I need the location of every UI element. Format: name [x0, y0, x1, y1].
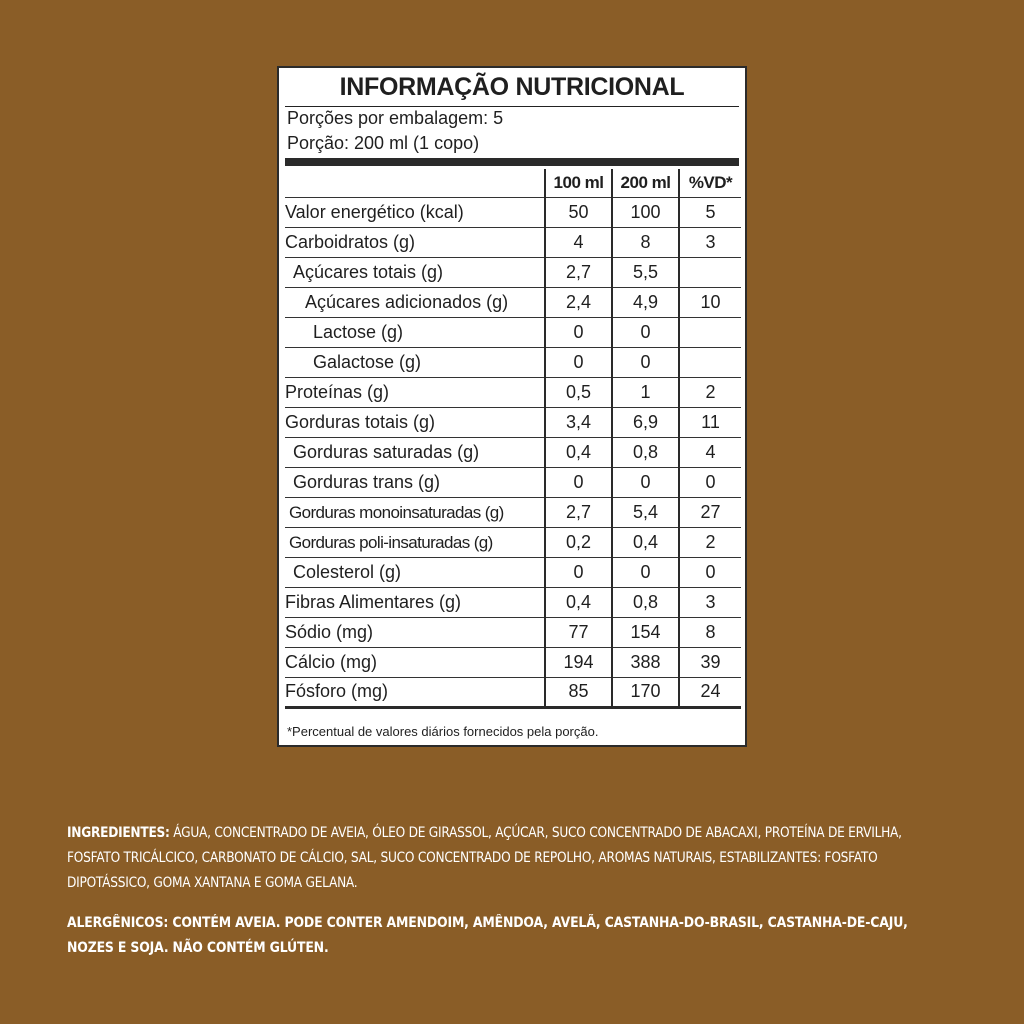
table-row [285, 437, 741, 467]
nutrient-name-cell [285, 587, 545, 617]
table-row [285, 317, 741, 347]
value-100ml: 2,4 [545, 287, 612, 317]
nutrient-name: Gorduras trans (g) [293, 471, 441, 492]
value-vd: 4 [679, 437, 741, 467]
thick-divider [285, 158, 739, 166]
table-row [285, 197, 741, 227]
nutrition-title: INFORMAÇÃO NUTRICIONAL [339, 73, 685, 101]
value-200ml: 0 [612, 467, 679, 497]
value-200ml: 5,5 [612, 257, 679, 287]
value-200ml: 0 [612, 557, 679, 587]
value-200ml: 5,4 [612, 497, 679, 527]
nutrient-name-cell [285, 617, 545, 647]
value-100ml: 2,7 [545, 257, 612, 287]
value-100ml: 0,4 [545, 437, 612, 467]
nutrient-name: Cálcio (mg) [285, 651, 378, 672]
nutrient-name-cell [285, 347, 545, 377]
table-header-row [285, 169, 741, 197]
value-100ml: 0,4 [545, 587, 612, 617]
value-vd [679, 317, 741, 347]
nutrient-name-cell [285, 497, 545, 527]
value-vd: 0 [679, 557, 741, 587]
table-row [285, 467, 741, 497]
value-vd: 2 [679, 377, 741, 407]
nutrient-name: Galactose (g) [313, 351, 422, 372]
nutrient-name: Açúcares adicionados (g) [305, 291, 509, 312]
value-100ml: 2,7 [545, 497, 612, 527]
value-vd: 24 [679, 677, 741, 707]
value-100ml: 50 [545, 197, 612, 227]
nutrient-name: Fósforo (mg) [285, 681, 389, 701]
value-vd: 2 [679, 527, 741, 557]
table-row [285, 377, 741, 407]
value-100ml: 0 [545, 347, 612, 377]
value-200ml: 0 [612, 317, 679, 347]
value-vd: 10 [679, 287, 741, 317]
value-200ml: 0 [612, 347, 679, 377]
value-200ml: 0,8 [612, 587, 679, 617]
value-200ml: 1 [612, 377, 679, 407]
ingredients-label: INGREDIENTES: [67, 825, 170, 841]
header-100ml: 100 ml [545, 169, 612, 197]
value-100ml: 4 [545, 227, 612, 257]
nutrient-name-cell [285, 227, 545, 257]
value-200ml: 4,9 [612, 287, 679, 317]
value-100ml: 77 [545, 617, 612, 647]
nutrient-name-cell [285, 257, 545, 287]
value-100ml: 0,5 [545, 377, 612, 407]
value-200ml: 388 [612, 647, 679, 677]
value-vd [679, 347, 741, 377]
table-row [285, 257, 741, 287]
value-vd: 27 [679, 497, 741, 527]
value-vd: 0 [679, 467, 741, 497]
value-vd: 11 [679, 407, 741, 437]
nutrient-name-cell [285, 527, 545, 557]
nutrient-name: Gorduras totais (g) [285, 411, 436, 432]
nutrient-name: Carboidratos (g) [285, 231, 416, 252]
nutrient-name: Valor energético (kcal) [285, 201, 464, 222]
value-200ml: 0,8 [612, 437, 679, 467]
nutrient-name-cell [285, 287, 545, 317]
nutrient-name-cell [285, 647, 545, 677]
value-200ml: 170 [612, 677, 679, 707]
value-vd: 5 [679, 197, 741, 227]
table-row [285, 557, 741, 587]
nutrient-name: Fibras Alimentares (g) [285, 591, 462, 612]
nutrition-table [285, 169, 741, 709]
value-100ml: 0 [545, 467, 612, 497]
serving-size: Porção: 200 ml (1 copo) [287, 133, 480, 153]
value-100ml: 194 [545, 647, 612, 677]
servings-per-package: Porções por embalagem: 5 [287, 108, 504, 128]
nutrient-name-cell [285, 467, 545, 497]
value-vd: 8 [679, 617, 741, 647]
header-200ml: 200 ml [612, 169, 679, 197]
table-row [285, 407, 741, 437]
title-divider [285, 106, 739, 107]
table-row [285, 227, 741, 257]
footnote: *Percentual de valores diários fornecidos pela porção. [287, 724, 599, 739]
value-100ml: 85 [545, 677, 612, 707]
nutrient-name-cell [285, 677, 545, 707]
value-100ml: 0,2 [545, 527, 612, 557]
header-vd: %VD* [679, 169, 741, 197]
nutrient-name: Gorduras saturadas (g) [293, 441, 480, 462]
value-100ml: 0 [545, 317, 612, 347]
nutrient-name: Lactose (g) [313, 321, 404, 342]
nutrient-name-cell [285, 407, 545, 437]
value-200ml: 0,4 [612, 527, 679, 557]
header-blank [285, 169, 545, 197]
table-row [285, 677, 741, 707]
value-200ml: 6,9 [612, 407, 679, 437]
value-100ml: 3,4 [545, 407, 612, 437]
ingredients-text [67, 821, 953, 896]
nutrient-name-cell [285, 317, 545, 347]
table-row [285, 617, 741, 647]
table-row [285, 647, 741, 677]
nutrient-name-cell [285, 557, 545, 587]
nutrient-name: Sódio (mg) [285, 621, 374, 642]
ingredients-list: ÁGUA, CONCENTRADO DE AVEIA, ÓLEO DE GIRASSOL, AÇÚCAR, SUCO CONCENTRADO DE ABACAXI, PROTEÍNA DE ERVILHA, FOSFATO TRICÁLCICO, CARBONATO DE CÁLCIO, SAL, SUCO CONCENTRADO DE REPOLHO, AROMAS NATURAIS, ESTABILIZANTES: FOSFATO DIPOTÁSSICO, GOMA XANTANA E GOMA GELANA. [67, 825, 902, 891]
value-vd: 3 [679, 227, 741, 257]
nutrient-name: Gorduras poli-insaturadas (g) [289, 532, 493, 552]
value-200ml: 8 [612, 227, 679, 257]
table-row [285, 497, 741, 527]
value-vd: 39 [679, 647, 741, 677]
nutrient-name: Açúcares totais (g) [293, 261, 444, 282]
value-vd [679, 257, 741, 287]
nutrient-name: Proteínas (g) [285, 381, 390, 402]
value-200ml: 100 [612, 197, 679, 227]
value-200ml: 154 [612, 617, 679, 647]
value-100ml: 0 [545, 557, 612, 587]
nutrient-name: Colesterol (g) [293, 561, 402, 582]
table-row [285, 587, 741, 617]
nutrient-name-cell [285, 197, 545, 227]
nutrient-name: Gorduras monoinsaturadas (g) [289, 502, 504, 522]
table-row [285, 527, 741, 557]
table-row [285, 287, 741, 317]
nutrition-facts-panel [277, 66, 747, 747]
nutrient-name-cell [285, 437, 545, 467]
table-row [285, 347, 741, 377]
value-vd: 3 [679, 587, 741, 617]
nutrient-name-cell [285, 377, 545, 407]
allergens-text: ALERGÊNICOS: CONTÉM AVEIA. PODE CONTER AMENDOIM, AMÊNDOA, AVELÃ, CASTANHA-DO-BRASIL, CASTANHA-DE-CAJU, NOZES E SOJA. NÃO CONTÉM GLÚTEN. [67, 915, 908, 956]
